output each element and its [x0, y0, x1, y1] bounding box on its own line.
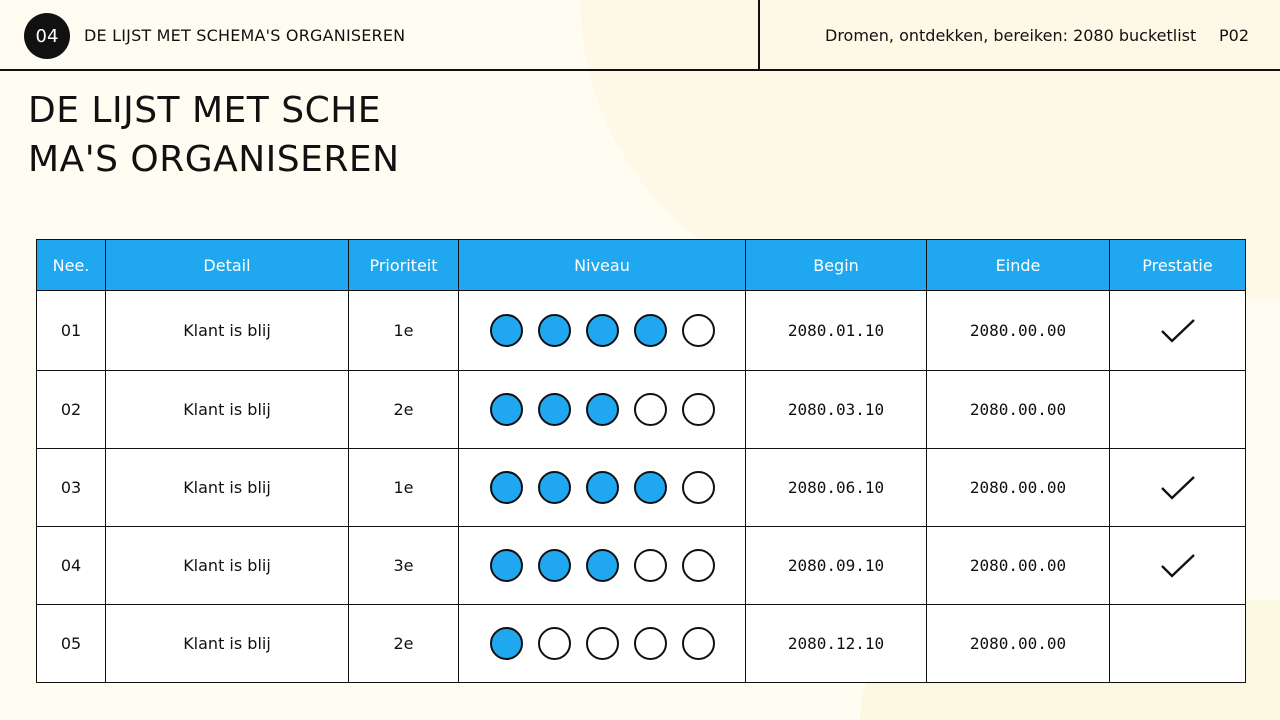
cell-level: [459, 527, 746, 605]
cell-level: [459, 605, 746, 683]
level-dot-filled: [538, 549, 571, 582]
level-dot-filled: [490, 471, 523, 504]
header-title: DE LIJST MET SCHEMA'S ORGANISEREN: [84, 26, 406, 45]
cell-end-date: 2080.00.00: [927, 371, 1110, 449]
table-header-row: [37, 240, 1246, 291]
cell-nr: 01: [37, 291, 106, 371]
checkmark-icon: [1110, 474, 1245, 502]
level-rating: [459, 393, 745, 426]
table-body: [37, 291, 1246, 683]
level-dot-empty: [682, 549, 715, 582]
cell-begin-date: 2080.06.10: [746, 449, 927, 527]
level-dot-empty: [682, 314, 715, 347]
cell-nr: 04: [37, 527, 106, 605]
cell-end-date: 2080.00.00: [927, 291, 1110, 371]
level-dot-filled: [538, 471, 571, 504]
level-rating: [459, 627, 745, 660]
level-dot-filled: [586, 549, 619, 582]
header-divider: [758, 0, 760, 71]
table-row: [37, 449, 1246, 527]
cell-detail: Klant is blij: [106, 527, 349, 605]
level-dot-filled: [490, 549, 523, 582]
header-subtitle: Dromen, ontdekken, bereiken: 2080 bucketlist: [825, 26, 1197, 45]
page-title: DE LIJST MET SCHEMA'S ORGANISEREN: [28, 90, 400, 180]
cell-nr: 05: [37, 605, 106, 683]
cell-performance: [1110, 449, 1246, 527]
level-dot-empty: [682, 393, 715, 426]
level-dot-empty: [682, 627, 715, 660]
cell-priority: 1e: [349, 291, 459, 371]
table-row: [37, 527, 1246, 605]
cell-detail: Klant is blij: [106, 291, 349, 371]
cell-performance: [1110, 605, 1246, 683]
cell-performance: [1110, 371, 1246, 449]
cell-detail: Klant is blij: [106, 371, 349, 449]
cell-priority: 1e: [349, 449, 459, 527]
cell-priority: 2e: [349, 371, 459, 449]
level-dot-filled: [634, 314, 667, 347]
cell-end-date: 2080.00.00: [927, 527, 1110, 605]
cell-level: [459, 371, 746, 449]
table-row: [37, 291, 1246, 371]
level-dot-empty: [634, 627, 667, 660]
level-dot-empty: [586, 627, 619, 660]
cell-begin-date: 2080.09.10: [746, 527, 927, 605]
page-number: P02: [1219, 26, 1250, 45]
table-row: [37, 605, 1246, 683]
level-dot-empty: [634, 549, 667, 582]
cell-level: [459, 449, 746, 527]
level-dot-filled: [490, 393, 523, 426]
checkmark-icon: [1110, 552, 1245, 580]
cell-level: [459, 291, 746, 371]
level-dot-empty: [538, 627, 571, 660]
level-dot-filled: [586, 393, 619, 426]
cell-priority: 2e: [349, 605, 459, 683]
column-header-detail: Detail: [106, 240, 349, 291]
checkmark-icon: [1110, 317, 1245, 345]
level-rating: [459, 471, 745, 504]
cell-end-date: 2080.00.00: [927, 605, 1110, 683]
level-rating: [459, 549, 745, 582]
column-header-level: Niveau: [459, 240, 746, 291]
cell-priority: 3e: [349, 527, 459, 605]
level-rating: [459, 314, 745, 347]
cell-nr: 02: [37, 371, 106, 449]
header-bar: [0, 0, 1280, 71]
cell-end-date: 2080.00.00: [927, 449, 1110, 527]
cell-begin-date: 2080.01.10: [746, 291, 927, 371]
column-header-priority: Prioriteit: [349, 240, 459, 291]
level-dot-filled: [586, 314, 619, 347]
column-header-performance: Prestatie: [1110, 240, 1246, 291]
level-dot-filled: [538, 393, 571, 426]
level-dot-empty: [634, 393, 667, 426]
cell-begin-date: 2080.12.10: [746, 605, 927, 683]
table-row: [37, 371, 1246, 449]
cell-begin-date: 2080.03.10: [746, 371, 927, 449]
column-header-nr: Nee.: [37, 240, 106, 291]
level-dot-filled: [538, 314, 571, 347]
level-dot-empty: [682, 471, 715, 504]
cell-nr: 03: [37, 449, 106, 527]
cell-detail: Klant is blij: [106, 449, 349, 527]
cell-performance: [1110, 291, 1246, 371]
section-number-badge: 04: [24, 13, 70, 59]
cell-detail: Klant is blij: [106, 605, 349, 683]
cell-performance: [1110, 527, 1246, 605]
level-dot-filled: [490, 627, 523, 660]
column-header-end: Einde: [927, 240, 1110, 291]
level-dot-filled: [490, 314, 523, 347]
column-header-begin: Begin: [746, 240, 927, 291]
level-dot-filled: [586, 471, 619, 504]
level-dot-filled: [634, 471, 667, 504]
schedule-table: [36, 239, 1246, 683]
